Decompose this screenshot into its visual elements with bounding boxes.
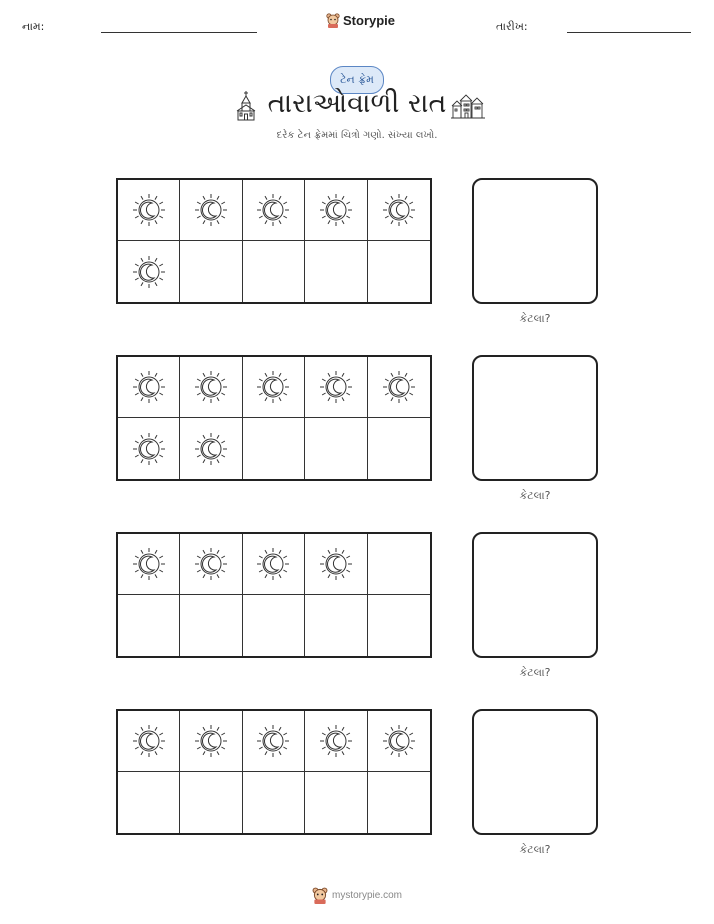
moon-sun-icon: [131, 431, 167, 467]
ten-frame-cell-empty: [243, 418, 305, 479]
ten-frame-cell-filled: [305, 180, 367, 241]
answer-label: કેટલા?: [519, 843, 551, 856]
bear-mascot-icon: [326, 12, 340, 28]
instructions: દરેક ટેન ફ્રેમમાં ચિત્રો ગણો. સંખ્યા લખો.: [276, 130, 438, 141]
ten-frame-cell-empty: [118, 772, 180, 833]
ten-frame-cell-filled: [243, 180, 305, 241]
name-label: નામ:: [22, 20, 45, 33]
ten-frame-cell-filled: [118, 534, 180, 595]
moon-sun-icon: [381, 192, 417, 228]
moon-sun-icon: [381, 369, 417, 405]
answer-label: કેટલા?: [519, 666, 551, 679]
ten-frame: [116, 532, 432, 658]
footer: [0, 886, 714, 904]
ten-frame-cell-empty: [305, 418, 367, 479]
moon-sun-icon: [131, 369, 167, 405]
ten-frame-cell-filled: [118, 711, 180, 772]
ten-frame-cell-filled: [180, 357, 242, 418]
ten-frame-cell-empty: [368, 595, 430, 656]
ten-frame-cell-empty: [243, 241, 305, 302]
footer-url: mystorypie.com: [331, 889, 402, 901]
ten-frame-cell-filled: [305, 534, 367, 595]
topic-badge: ટેન ફ્રેમ: [330, 66, 384, 94]
date-label: તારીખ:: [496, 20, 528, 33]
answer-label: કેટલા?: [519, 489, 551, 502]
ten-frame: [116, 355, 432, 481]
ten-frame-cell-filled: [243, 534, 305, 595]
moon-sun-icon: [255, 546, 291, 582]
ten-frame-cell-filled: [180, 180, 242, 241]
ten-frame-cell-filled: [180, 711, 242, 772]
ten-frame-cell-empty: [180, 595, 242, 656]
moon-sun-icon: [318, 723, 354, 759]
moon-sun-icon: [193, 192, 229, 228]
brand-name: Storypie: [343, 12, 396, 28]
ten-frame-cell-empty: [180, 241, 242, 302]
village-icon: [451, 92, 485, 120]
ten-frame-cell-empty: [180, 772, 242, 833]
ten-frame-cell-filled: [118, 180, 180, 241]
moon-sun-icon: [193, 431, 229, 467]
ten-frame-cell-empty: [305, 241, 367, 302]
ten-frame-cell-empty: [305, 772, 367, 833]
moon-sun-icon: [255, 369, 291, 405]
ten-frame-cell-empty: [368, 241, 430, 302]
answer-box[interactable]: [472, 709, 598, 835]
moon-sun-icon: [131, 192, 167, 228]
ten-frame-cell-empty: [118, 595, 180, 656]
moon-sun-icon: [255, 723, 291, 759]
ten-frame-cell-empty: [368, 418, 430, 479]
moon-sun-icon: [381, 723, 417, 759]
answer-label: કેટલા?: [519, 312, 551, 325]
bear-mascot-icon: [312, 886, 328, 904]
ten-frame-cell-empty: [305, 595, 367, 656]
brand-logo: [326, 12, 395, 28]
ten-frame-cell-filled: [243, 711, 305, 772]
ten-frame-cell-empty: [368, 772, 430, 833]
ten-frame-cell-filled: [305, 711, 367, 772]
ten-frame-cell-filled: [305, 357, 367, 418]
answer-box[interactable]: [472, 178, 598, 304]
ten-frame-cell-filled: [118, 241, 180, 302]
moon-sun-icon: [131, 723, 167, 759]
moon-sun-icon: [193, 546, 229, 582]
ten-frame: [116, 709, 432, 835]
answer-box[interactable]: [472, 355, 598, 481]
moon-sun-icon: [318, 369, 354, 405]
moon-sun-icon: [193, 723, 229, 759]
ten-frame-cell-filled: [368, 180, 430, 241]
ten-frame-cell-empty: [243, 772, 305, 833]
ten-frame-cell-filled: [368, 711, 430, 772]
moon-sun-icon: [255, 192, 291, 228]
moon-sun-icon: [131, 254, 167, 290]
ten-frame-cell-empty: [243, 595, 305, 656]
page-title: તારાઓવાળી રાત: [267, 88, 447, 119]
ten-frame-cell-filled: [118, 418, 180, 479]
ten-frame-cell-filled: [180, 534, 242, 595]
moon-sun-icon: [318, 546, 354, 582]
answer-box[interactable]: [472, 532, 598, 658]
ten-frame-cell-empty: [368, 534, 430, 595]
ten-frame-cell-filled: [243, 357, 305, 418]
moon-sun-icon: [131, 546, 167, 582]
ten-frame-cell-filled: [180, 418, 242, 479]
ten-frame: [116, 178, 432, 304]
ten-frame-cell-filled: [118, 357, 180, 418]
moon-sun-icon: [318, 192, 354, 228]
moon-sun-icon: [193, 369, 229, 405]
date-line[interactable]: [567, 32, 691, 33]
ten-frame-cell-filled: [368, 357, 430, 418]
name-line[interactable]: [101, 32, 257, 33]
